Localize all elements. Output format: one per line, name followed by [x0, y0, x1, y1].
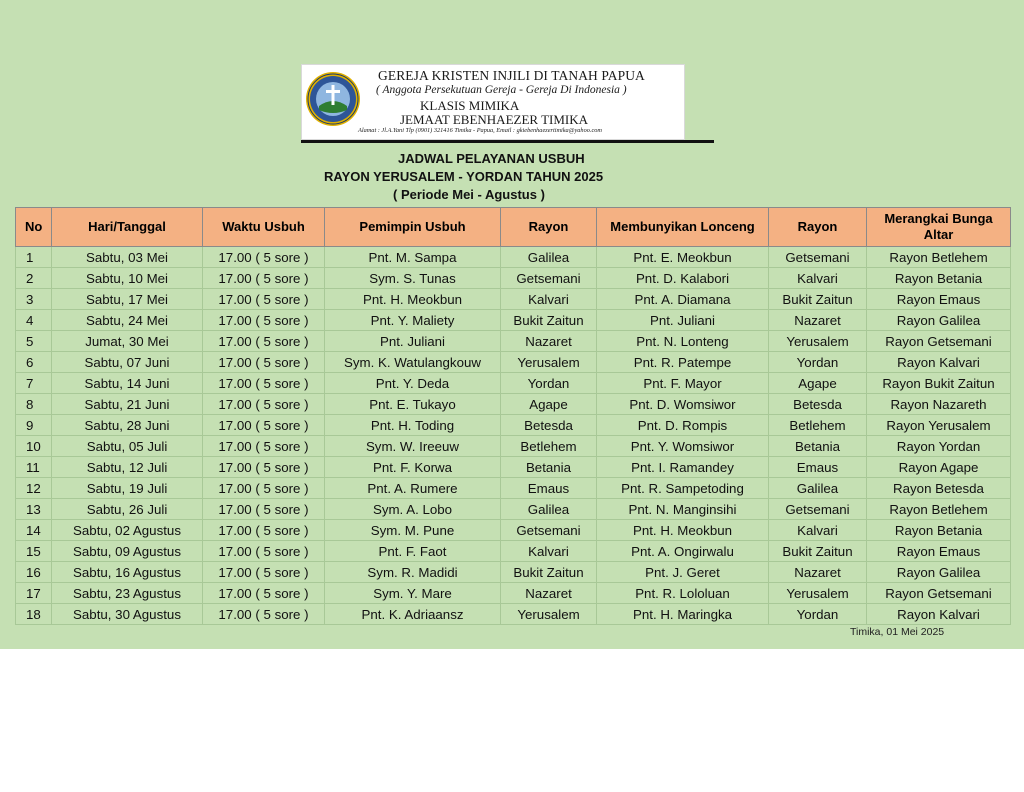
table-cell: Yordan: [769, 352, 867, 373]
table-cell: 17.00 ( 5 sore ): [203, 541, 325, 562]
table-cell: Pnt. Y. Womsiwor: [597, 436, 769, 457]
table-cell: Rayon Galilea: [867, 310, 1011, 331]
table-cell: Pnt. D. Kalabori: [597, 268, 769, 289]
table-cell: Pnt. E. Meokbun: [597, 247, 769, 268]
table-cell: Pnt. N. Manginsihi: [597, 499, 769, 520]
table-cell: Bukit Zaitun: [769, 541, 867, 562]
table-cell: 17.00 ( 5 sore ): [203, 436, 325, 457]
table-cell: 10: [16, 436, 52, 457]
table-cell: Getsemani: [501, 268, 597, 289]
table-cell: Betesda: [769, 394, 867, 415]
table-cell: 17.00 ( 5 sore ): [203, 520, 325, 541]
table-cell: Yerusalem: [769, 331, 867, 352]
table-cell: Pnt. M. Sampa: [325, 247, 501, 268]
table-cell: Rayon Agape: [867, 457, 1011, 478]
table-cell: Yerusalem: [501, 352, 597, 373]
table-cell: Nazaret: [501, 331, 597, 352]
table-cell: Rayon Kalvari: [867, 604, 1011, 625]
table-cell: 13: [16, 499, 52, 520]
table-cell: Sabtu, 10 Mei: [52, 268, 203, 289]
table-cell: 7: [16, 373, 52, 394]
table-cell: Pnt. E. Tukayo: [325, 394, 501, 415]
klasis-name: KLASIS MIMIKA: [420, 98, 520, 113]
table-row: [16, 415, 1011, 436]
table-cell: Rayon Yerusalem: [867, 415, 1011, 436]
table-cell: Sabtu, 21 Juni: [52, 394, 203, 415]
table-cell: 17.00 ( 5 sore ): [203, 499, 325, 520]
table-cell: Rayon Galilea: [867, 562, 1011, 583]
table-row: [16, 604, 1011, 625]
table-cell: Betesda: [501, 415, 597, 436]
church-logo-icon: [305, 70, 361, 128]
table-row: [16, 268, 1011, 289]
table-cell: Sabtu, 12 Juli: [52, 457, 203, 478]
column-header: Merangkai Bunga Altar: [867, 208, 1011, 247]
table-cell: 2: [16, 268, 52, 289]
jemaat-name: JEMAAT EBENHAEZER TIMIKA: [400, 112, 589, 127]
table-row: [16, 373, 1011, 394]
table-cell: Pnt. D. Womsiwor: [597, 394, 769, 415]
table-cell: Sabtu, 24 Mei: [52, 310, 203, 331]
table-cell: Pnt. H. Meokbun: [325, 289, 501, 310]
table-cell: Pnt. F. Korwa: [325, 457, 501, 478]
table-cell: Rayon Betlehem: [867, 247, 1011, 268]
table-cell: Sym. K. Watulangkouw: [325, 352, 501, 373]
table-cell: Pnt. K. Adriaansz: [325, 604, 501, 625]
table-cell: Pnt. F. Faot: [325, 541, 501, 562]
column-header: Waktu Usbuh: [203, 208, 325, 247]
table-cell: Yordan: [769, 604, 867, 625]
table-cell: Pnt. R. Sampetoding: [597, 478, 769, 499]
table-cell: 3: [16, 289, 52, 310]
column-header: Rayon: [501, 208, 597, 247]
column-header: Pemimpin Usbuh: [325, 208, 501, 247]
table-cell: Getsemani: [769, 499, 867, 520]
table-cell: 14: [16, 520, 52, 541]
table-row: [16, 541, 1011, 562]
table-cell: Rayon Nazareth: [867, 394, 1011, 415]
table-cell: 16: [16, 562, 52, 583]
column-header: Hari/Tanggal: [52, 208, 203, 247]
table-cell: Pnt. R. Patempe: [597, 352, 769, 373]
table-row: [16, 247, 1011, 268]
table-cell: Pnt. R. Lololuan: [597, 583, 769, 604]
church-name: GEREJA KRISTEN INJILI DI TANAH PAPUA: [378, 68, 645, 83]
table-row: [16, 457, 1011, 478]
table-cell: Pnt. H. Meokbun: [597, 520, 769, 541]
table-cell: Galilea: [769, 478, 867, 499]
table-cell: Agape: [501, 394, 597, 415]
table-cell: Nazaret: [769, 562, 867, 583]
table-cell: Yerusalem: [769, 583, 867, 604]
table-cell: 17.00 ( 5 sore ): [203, 583, 325, 604]
table-cell: 17.00 ( 5 sore ): [203, 310, 325, 331]
table-row: [16, 478, 1011, 499]
table-cell: Pnt. Juliani: [597, 310, 769, 331]
table-cell: 17.00 ( 5 sore ): [203, 478, 325, 499]
table-cell: 17: [16, 583, 52, 604]
table-cell: Pnt. Y. Deda: [325, 373, 501, 394]
table-cell: Rayon Getsemani: [867, 331, 1011, 352]
table-cell: Sym. M. Pune: [325, 520, 501, 541]
table-cell: Nazaret: [769, 310, 867, 331]
table-cell: Rayon Kalvari: [867, 352, 1011, 373]
table-cell: Pnt. J. Geret: [597, 562, 769, 583]
table-cell: 17.00 ( 5 sore ): [203, 373, 325, 394]
church-subtitle: ( Anggota Persekutuan Gereja - Gereja Di Indonesia ): [376, 84, 627, 96]
table-cell: Sabtu, 17 Mei: [52, 289, 203, 310]
table-cell: 17.00 ( 5 sore ): [203, 604, 325, 625]
table-cell: 12: [16, 478, 52, 499]
table-row: [16, 583, 1011, 604]
column-header: No: [16, 208, 52, 247]
table-row: [16, 520, 1011, 541]
table-cell: 17.00 ( 5 sore ): [203, 562, 325, 583]
table-cell: Sabtu, 16 Agustus: [52, 562, 203, 583]
table-cell: 18: [16, 604, 52, 625]
table-row: [16, 562, 1011, 583]
table-cell: Sym. A. Lobo: [325, 499, 501, 520]
table-cell: 8: [16, 394, 52, 415]
table-row: [16, 394, 1011, 415]
table-cell: Galilea: [501, 499, 597, 520]
table-cell: Rayon Betania: [867, 520, 1011, 541]
table-cell: Sabtu, 14 Juni: [52, 373, 203, 394]
table-row: [16, 436, 1011, 457]
table-cell: Pnt. I. Ramandey: [597, 457, 769, 478]
table-cell: Sym. Y. Mare: [325, 583, 501, 604]
table-row: [16, 352, 1011, 373]
letterhead: [301, 64, 685, 140]
table-cell: 17.00 ( 5 sore ): [203, 268, 325, 289]
table-cell: Rayon Betania: [867, 268, 1011, 289]
table-cell: Bukit Zaitun: [769, 289, 867, 310]
table-cell: Pnt. H. Maringka: [597, 604, 769, 625]
table-cell: Sabtu, 23 Agustus: [52, 583, 203, 604]
table-cell: Pnt. D. Rompis: [597, 415, 769, 436]
table-cell: Pnt. F. Mayor: [597, 373, 769, 394]
table-cell: Agape: [769, 373, 867, 394]
table-header-row: [16, 208, 1011, 247]
table-cell: Betania: [769, 436, 867, 457]
table-cell: Sabtu, 02 Agustus: [52, 520, 203, 541]
table-cell: 17.00 ( 5 sore ): [203, 247, 325, 268]
table-cell: 17.00 ( 5 sore ): [203, 352, 325, 373]
table-cell: Rayon Getsemani: [867, 583, 1011, 604]
table-cell: Sabtu, 28 Juni: [52, 415, 203, 436]
table-cell: Pnt. Juliani: [325, 331, 501, 352]
table-cell: 17.00 ( 5 sore ): [203, 457, 325, 478]
table-cell: Sabtu, 07 Juni: [52, 352, 203, 373]
table-cell: Sabtu, 19 Juli: [52, 478, 203, 499]
table-cell: 1: [16, 247, 52, 268]
table-cell: Rayon Yordan: [867, 436, 1011, 457]
schedule-period: ( Periode Mei - Agustus ): [393, 187, 545, 202]
table-cell: Emaus: [501, 478, 597, 499]
table-cell: Betlehem: [769, 415, 867, 436]
table-cell: 6: [16, 352, 52, 373]
table-cell: Getsemani: [501, 520, 597, 541]
table-cell: Bukit Zaitun: [501, 562, 597, 583]
table-cell: Pnt. A. Rumere: [325, 478, 501, 499]
table-cell: Yerusalem: [501, 604, 597, 625]
table-cell: Kalvari: [769, 268, 867, 289]
table-cell: Sym. S. Tunas: [325, 268, 501, 289]
table-cell: Sym. W. Ireeuw: [325, 436, 501, 457]
table-row: [16, 499, 1011, 520]
table-cell: Betlehem: [501, 436, 597, 457]
table-cell: Bukit Zaitun: [501, 310, 597, 331]
table-cell: Sabtu, 26 Juli: [52, 499, 203, 520]
table-cell: Sabtu, 30 Agustus: [52, 604, 203, 625]
schedule-title: JADWAL PELAYANAN USBUH: [398, 151, 585, 166]
address-line: Alamat : Jl.A.Yani Tlp (0901) 321416 Timika - Papua, Email : gkiebenhaezertimika@yahoo.com: [358, 127, 602, 134]
schedule-table: [15, 207, 1011, 625]
table-cell: 4: [16, 310, 52, 331]
table-cell: Nazaret: [501, 583, 597, 604]
schedule-subtitle: RAYON YERUSALEM - YORDAN TAHUN 2025: [324, 169, 604, 184]
table-cell: Sabtu, 05 Juli: [52, 436, 203, 457]
table-row: [16, 331, 1011, 352]
column-header: Rayon: [769, 208, 867, 247]
table-cell: Kalvari: [501, 541, 597, 562]
table-cell: 17.00 ( 5 sore ): [203, 331, 325, 352]
table-cell: Sabtu, 09 Agustus: [52, 541, 203, 562]
table-cell: Pnt. A. Ongirwalu: [597, 541, 769, 562]
table-cell: 15: [16, 541, 52, 562]
table-row: [16, 289, 1011, 310]
table-cell: Rayon Betlehem: [867, 499, 1011, 520]
table-cell: Rayon Betesda: [867, 478, 1011, 499]
table-body: [16, 247, 1011, 625]
table-cell: Pnt. A. Diamana: [597, 289, 769, 310]
table-cell: 5: [16, 331, 52, 352]
table-cell: Rayon Bukit Zaitun: [867, 373, 1011, 394]
table-cell: Pnt. Y. Maliety: [325, 310, 501, 331]
table-cell: Getsemani: [769, 247, 867, 268]
table-cell: 17.00 ( 5 sore ): [203, 394, 325, 415]
table-cell: Rayon Emaus: [867, 289, 1011, 310]
table-row: [16, 310, 1011, 331]
table-cell: 9: [16, 415, 52, 436]
table-cell: Jumat, 30 Mei: [52, 331, 203, 352]
table-cell: Betania: [501, 457, 597, 478]
table-cell: Galilea: [501, 247, 597, 268]
table-cell: Pnt. N. Lonteng: [597, 331, 769, 352]
table-cell: Kalvari: [501, 289, 597, 310]
column-header: Membunyikan Lonceng: [597, 208, 769, 247]
letterhead-divider: [301, 140, 714, 143]
table-cell: Pnt. H. Toding: [325, 415, 501, 436]
place-date: Timika, 01 Mei 2025: [850, 626, 945, 638]
table-cell: Emaus: [769, 457, 867, 478]
table-cell: 11: [16, 457, 52, 478]
table-cell: Sym. R. Madidi: [325, 562, 501, 583]
table-cell: Rayon Emaus: [867, 541, 1011, 562]
table-cell: Kalvari: [769, 520, 867, 541]
table-cell: 17.00 ( 5 sore ): [203, 289, 325, 310]
table-cell: Yordan: [501, 373, 597, 394]
table-cell: Sabtu, 03 Mei: [52, 247, 203, 268]
table-cell: 17.00 ( 5 sore ): [203, 415, 325, 436]
